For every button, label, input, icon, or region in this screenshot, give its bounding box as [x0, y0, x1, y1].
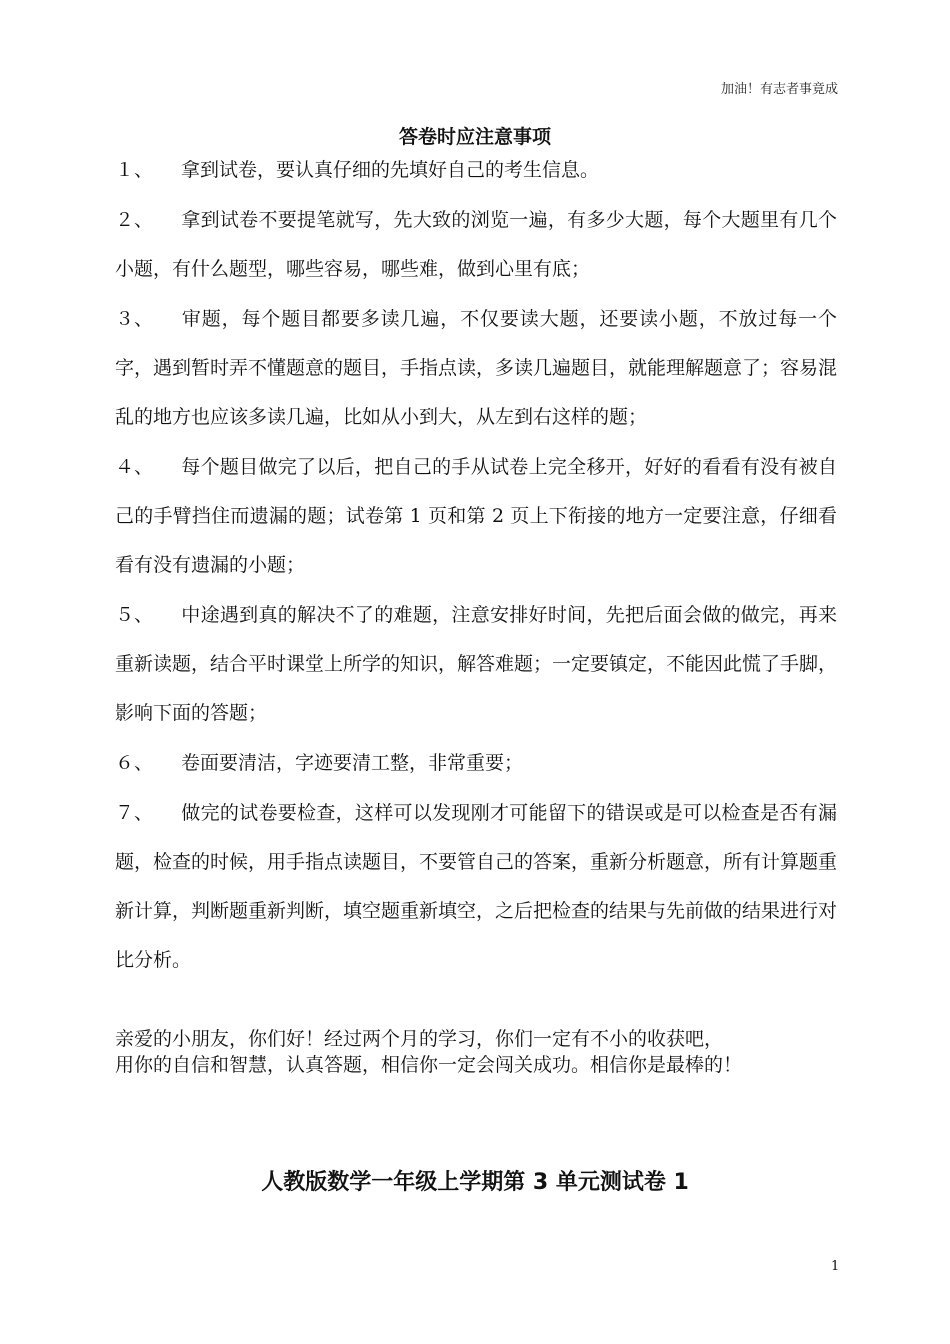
item-text: 卷面要清洁，字迹要清工整，非常重要；: [181, 752, 524, 774]
greeting-paragraph: [115, 1026, 840, 1078]
list-item: [115, 739, 837, 788]
list-item: [115, 196, 837, 294]
item-number: ６、: [115, 752, 154, 774]
notice-list: [115, 146, 837, 986]
greeting-line: 亲爱的小朋友，你们好！经过两个月的学习，你们一定有不小的收获吧，: [115, 1028, 724, 1050]
header-motto: 加油！有志者事竟成: [720, 82, 838, 97]
item-number: ２、: [115, 209, 154, 231]
exam-title: 人教版数学一年级上学期第 3 单元测试卷 1: [261, 1170, 689, 1195]
list-item: [115, 789, 837, 985]
list-item: [115, 591, 837, 738]
item-number: ７、: [115, 802, 154, 824]
item-number: ５、: [115, 604, 154, 626]
item-text: 拿到试卷不要提笔就写，先大致的浏览一遍，有多少大题，每个大题里有几个小题，有什么题型，哪些容易，哪些难，做到心里有底；: [115, 209, 837, 280]
item-text: 中途遇到真的解决不了的难题，注意安排好时间，先把后面会做的做完，再来重新读题，结合平时课堂上所学的知识，解答难题；一定要镇定，不能因此慌了手脚，影响下面的答题；: [115, 604, 838, 724]
list-item: [115, 295, 837, 442]
item-text: 做完的试卷要检查，这样可以发现刚才可能留下的错误或是可以检查是否有漏题，检查的时候，用手指点读题目，不要管自己的答案，重新分析题意，所有计算题重新计算，判断题重新判断，填空题重新填空，之后把检查的结果与先前做的结果进行对比分析。: [115, 802, 838, 971]
item-number: ３、: [115, 308, 154, 330]
item-text: 拿到试卷，要认真仔细的先填好自己的考生信息。: [181, 159, 600, 181]
item-number: ４、: [115, 456, 154, 478]
item-number: １、: [115, 159, 154, 181]
list-item: [115, 146, 837, 195]
page-number: 1: [831, 1259, 840, 1274]
greeting-line: 用你的自信和智慧，认真答题，相信你一定会闯关成功。相信你是最棒的！: [115, 1054, 743, 1076]
item-text: 审题，每个题目都要多读几遍，不仅要读大题，还要读小题，不放过每一个字，遇到暂时弄不懂题意的题目，手指点读，多读几遍题目，就能理解题意了；容易混乱的地方也应该多读几遍，比如从小到大，从左到右这样的题；: [115, 308, 838, 428]
list-item: [115, 443, 837, 590]
item-text: 每个题目做完了以后，把自己的手从试卷上完全移开，好好的看看有没有被自己的手臂挡住而遗漏的题；试卷第 1 页和第 2 页上下衔接的地方一定要注意，仔细看看有没有遗漏的小题；: [115, 456, 837, 576]
notice-title: 答卷时应注意事项: [398, 126, 551, 148]
